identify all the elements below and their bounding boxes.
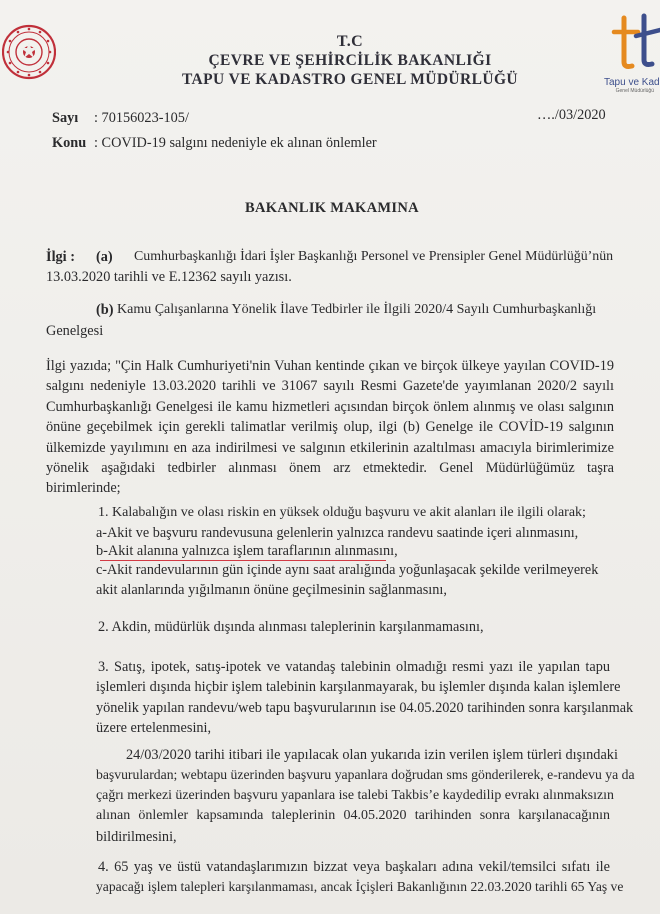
ilgi-b-mark: (b) [96, 302, 114, 318]
intro-line: önüne geçebilmek için gerekli talimatlar verilmiş olup, ilgi (b) Genelge ile COVİD-19 salgının [46, 419, 614, 436]
ilgi-b-line2: Genelgesi [46, 323, 104, 339]
item3-line: yönelik yapılan randevu/web tapu başvurularının ise 04.05.2020 tarihinden sonra karşılanmak [96, 699, 634, 716]
item3-line: işlemleri dışında hiçbir işlem talebinin karşılanmayarak, bu işlemler dışında kalan işlemlere [96, 679, 621, 696]
konu-value: : COVID-19 salgını nedeniyle ek alınan önlemler [94, 135, 377, 151]
item3-paragraph [96, 657, 634, 739]
header-tc: T.C [336, 33, 364, 50]
ilgi-b-line1: Kamu Çalışanlarına Yönelik İlave Tedbirler ile İlgili 2020/4 Sayılı Cumhurbaşkanlığı [117, 302, 597, 317]
para-24-line: çağrı merkezi üzerinden başvuru yapanlara ise talebi Takbis’e kaydedilip evrakı alınmaksızın [96, 787, 614, 803]
para-24-03 [96, 745, 635, 847]
intro-line: Cumhurbaşkanlığı Genelgesi ile kamu hizmetleri açısından birçok önlem alınmış ve olası salgının [46, 398, 614, 415]
ilgi-label: İlgi : [46, 249, 75, 265]
item1-c-line1: c-Akit randevularının gün içinde aynı saat aralığında yoğunlaşacak şekilde verilmeyerek [96, 562, 599, 578]
item4-line: yapacağı işlem talepleri karşılanmaması, ancak İçişleri Bakanlığının 22.03.2020 tarihli 65 Yaş ve [96, 879, 624, 895]
intro-line: birimlerinde; [46, 480, 121, 497]
item3-line: 3. Satış, ipotek, satış-ipotek ve vatandaş talebinin olmadığı resmi yazı ile yapılan tapu [98, 659, 610, 675]
item3-line: üzere ertelenmesini, [96, 720, 212, 737]
item1-a: a-Akit ve başvuru randevusuna gelenlerin yalnızca randevu saatinde içeri alınmasını, [96, 525, 579, 541]
item4-paragraph [96, 857, 624, 898]
sayi-label: Sayı [52, 110, 79, 126]
para-24-line: alınan önlemler kapsamında taleplerinin 04.05.2020 tarihinden sonra karşılanacağının [96, 808, 610, 824]
item4-line: 4. 65 yaş ve üstü vatandaşlarımızın bizzat veya başkaları adına vekil/temsilci sıfatı ile [98, 859, 610, 875]
intro-line: ülkemizde yayılımını en aza indirilmesi ve salgının etkilerinin azaltılması amacıyla birimlerimize [46, 439, 614, 456]
intro-line: yönelik aşağıdaki tedbirler alınması önem arz etmektedir. Genel Müdürlüğümüz taşra [46, 460, 614, 477]
addressee: BAKANLIK MAKAMINA [245, 200, 419, 216]
konu-label: Konu [52, 135, 87, 151]
header-directorate: TAPU VE KADASTRO GENEL MÜDÜRLÜĞÜ [181, 71, 519, 88]
logo-text: Tapu ve Kad [604, 77, 660, 88]
item1-b: b-Akit alanına yalnızca işlem taraflarının alınmasını, [96, 543, 398, 559]
item1-c-line2: akit alanlarında yığılmanın önüne geçilmesinin sağlanmasını, [96, 582, 447, 598]
intro-line: salgını nedeniyle 13.03.2020 tarihli ve 31067 sayılı Resmi Gazete'de yayımlanan 2020/2 sayılı [46, 378, 614, 395]
ilgi-a-line2: 13.03.2020 tarihli ve E.12362 sayılı yazısı. [46, 269, 292, 285]
red-underline [100, 560, 386, 561]
ilgi-a-line1: Cumhurbaşkanlığı İdari İşler Başkanlığı Personel ve Prensipler Genel Müdürlüğü’nün [134, 249, 614, 264]
para-24-line: 24/03/2020 tarihi itibari ile yapılacak olan yukarıda izin verilen işlem türleri dışındaki [126, 747, 618, 763]
ilgi-a-mark: (a) [96, 249, 113, 265]
header-ministry: ÇEVRE VE ŞEHİRCİLİK BAKANLIĞI [208, 52, 492, 69]
intro-line: İlgi yazıda; "Çin Halk Cumhuriyeti'nin Vuhan kentinde çıkan ve birçok ülkeye yayılan COVID-19 [46, 358, 614, 374]
para-24-line: başvurulardan; webtapu üzerinden başvuru yapanlara doğrudan sms gönderilerek, e-randevu ya da [96, 767, 635, 783]
intro-paragraph [46, 356, 614, 499]
para-24-line: bildirilmesini, [96, 828, 177, 845]
state-seal-icon [2, 12, 56, 92]
tkgm-logo [604, 10, 660, 92]
sayi-value: : 70156023-105/ [94, 110, 189, 126]
item2: 2. Akdin, müdürlük dışında alınması taleplerinin karşılanmamasını, [98, 619, 484, 635]
tkgm-logo-icon [604, 10, 660, 70]
item1-heading: 1. Kalabalığın ve olası riskin en yüksek olduğu başvuru ve akit alanları ile ilgili olarak; [98, 505, 586, 520]
document-date: …./03/2020 [537, 107, 606, 123]
logo-subtext: Genel Müdürlüğü [615, 88, 654, 94]
